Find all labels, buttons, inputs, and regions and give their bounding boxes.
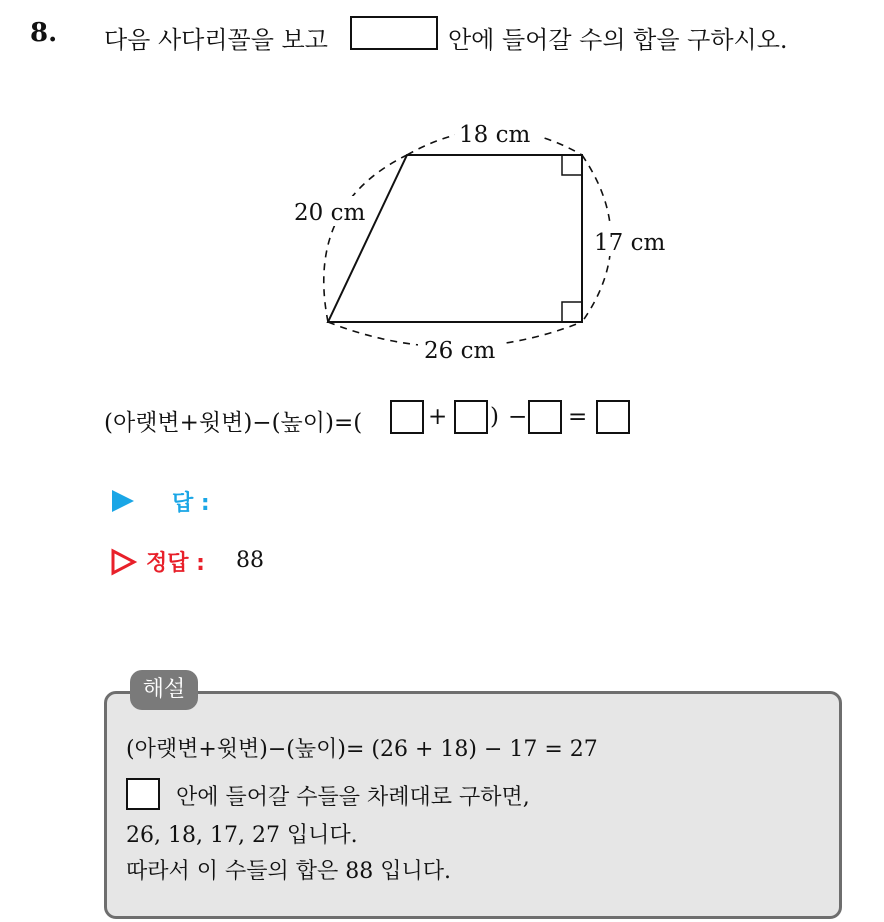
bottom-side-label: 26 cm: [424, 338, 496, 364]
explanation-line-2: 안에 들어갈 수들을 차례대로 구하면,: [176, 785, 530, 810]
answer-row: [0, 480, 884, 520]
question-text-after: 안에 들어갈 수의 합을 구하시오.: [448, 26, 788, 54]
equation-close-paren: ): [490, 404, 499, 430]
explanation-blank-box: [126, 778, 160, 810]
left-side-label: 20 cm: [294, 200, 366, 226]
question-number: 8.: [30, 18, 58, 48]
outline-arrow-icon: [110, 548, 138, 576]
correct-answer-label: 정답 :: [146, 551, 205, 576]
right-angle-mark-top: [562, 155, 582, 175]
equation-blank-3: [528, 400, 562, 434]
explanation-line-4: 따라서 이 수들의 합은 88 입니다.: [126, 859, 451, 884]
equation-line: [0, 396, 884, 440]
trapezoid-figure: [0, 0, 884, 380]
top-side-label: 18 cm: [459, 122, 531, 148]
explanation-tab: 해설: [130, 670, 198, 710]
correct-answer-value: 88: [236, 548, 264, 573]
answer-label: 답 :: [172, 491, 210, 516]
right-side-label: 17 cm: [594, 230, 666, 256]
play-arrow-icon: [110, 488, 136, 514]
trapezoid-shape: [328, 155, 582, 322]
explanation-line-1: (아랫변+윗변)−(높이)= (26 + 18) − 17 = 27: [126, 737, 598, 762]
equation-blank-2: [454, 400, 488, 434]
equation-blank-4: [596, 400, 630, 434]
equation-equals: =: [568, 404, 588, 430]
equation-lhs: (아랫변+윗변)−(높이)=(: [104, 410, 363, 436]
explanation-line-3: 26, 18, 17, 27 입니다.: [126, 823, 358, 848]
equation-plus: +: [428, 404, 448, 430]
equation-minus: −: [508, 404, 528, 430]
correct-answer-row: [0, 540, 884, 580]
right-angle-mark-bottom: [562, 302, 582, 322]
equation-blank-1: [390, 400, 424, 434]
question-text-before: 다음 사다리꼴을 보고: [104, 26, 328, 54]
